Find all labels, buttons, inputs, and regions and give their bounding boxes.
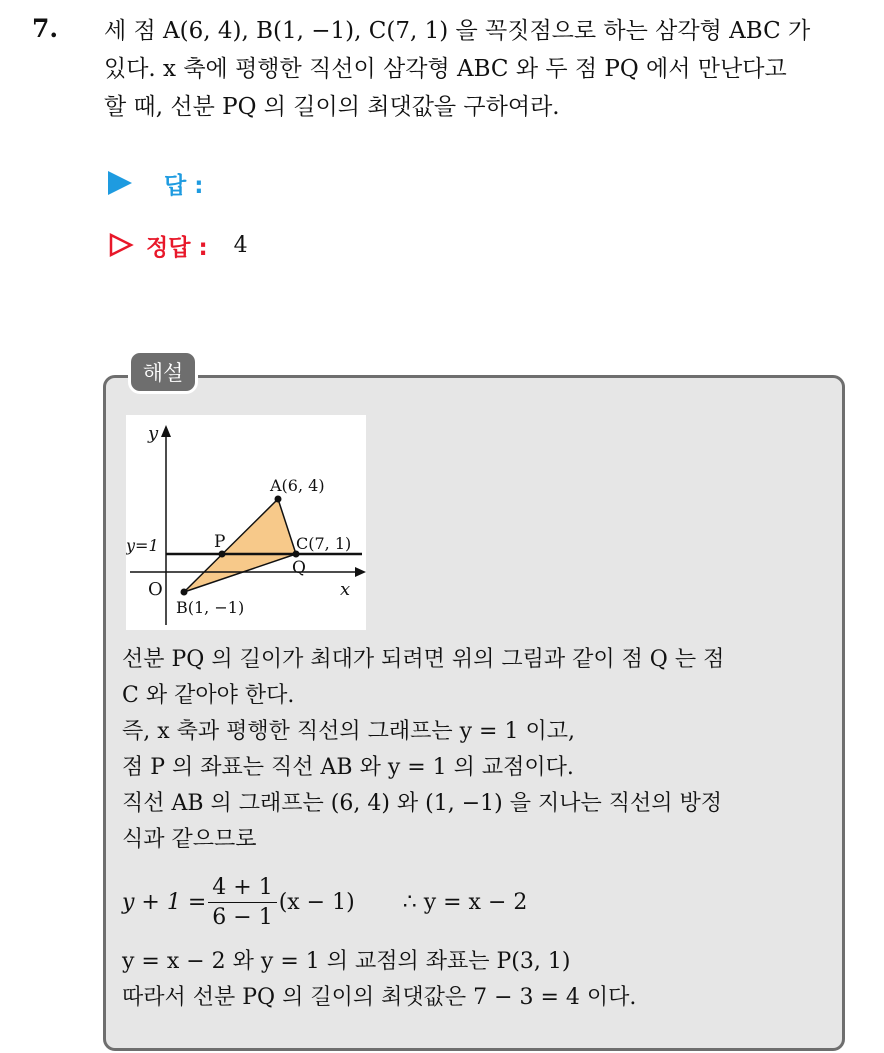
outline-triangle-icon [108, 232, 134, 258]
equation-result: ∴ y = x − 2 [402, 889, 528, 915]
x-axis-arrow [355, 567, 366, 577]
slope-equation [122, 866, 527, 938]
problem-line: 있다. x 축에 평행한 직선이 삼각형 ABC 와 두 점 PQ 에서 만난다고 [104, 56, 787, 82]
solution-line: 직선 AB 의 그래프는 (6, 4) 와 (1, −1) 을 지나는 직선의 방정 [122, 791, 722, 816]
triangle-abc-fill [184, 499, 296, 592]
solution-text [122, 642, 834, 858]
point-a [275, 496, 282, 503]
explanation-tab: 해설 [128, 350, 198, 394]
y-axis-arrow [161, 425, 171, 437]
solution-line: y = x − 2 와 y = 1 의 교점의 좌표는 P(3, 1) [122, 949, 571, 974]
coordinate-plot [126, 415, 366, 630]
solution-line: 점 P 의 좌표는 직선 AB 와 y = 1 의 교점이다. [122, 755, 574, 780]
point-b-label: B(1, −1) [176, 598, 245, 617]
solution-conclusion [122, 944, 834, 1016]
triangle-figure [126, 415, 366, 630]
play-triangle-icon [108, 171, 132, 195]
problem-line: 할 때, 선분 PQ 의 길이의 최댓값을 구하여라. [104, 94, 560, 120]
fraction-numerator: 4 + 1 [212, 874, 273, 900]
equation-lhs: y + 1 = [122, 889, 207, 915]
answer-label: 답 : [164, 172, 204, 199]
point-b [181, 589, 188, 596]
fraction-denominator: 6 − 1 [208, 902, 276, 930]
correct-answer-label: 정답 : [146, 234, 208, 261]
solution-line: 식과 같으므로 [122, 827, 257, 852]
correct-answer-row [108, 228, 248, 262]
solution-line: 즉, x 축과 평행한 직선의 그래프는 y = 1 이고, [122, 719, 575, 744]
solution-line: 따라서 선분 PQ 의 길이의 최댓값은 7 − 3 = 4 이다. [122, 985, 637, 1010]
solution-line: 선분 PQ 의 길이가 최대가 되려면 위의 그림과 같이 점 Q 는 점 [122, 647, 725, 672]
point-p-label: P [214, 532, 226, 552]
point-a-label: A(6, 4) [270, 476, 325, 495]
origin-label: O [148, 579, 163, 600]
problem-statement [104, 12, 874, 126]
slope-fraction [208, 875, 276, 930]
point-q-label: Q [292, 558, 306, 578]
equation-rhs: (x − 1) [278, 889, 355, 915]
y-axis-label: y [148, 423, 159, 444]
problem-line: 세 점 A(6, 4), B(1, −1), C(7, 1) 을 꼭짓점으로 하는 삼각형 ABC 가 [104, 18, 811, 44]
x-axis-label: x [340, 579, 351, 600]
line-label: y=1 [126, 536, 159, 555]
solution-line: C 와 같아야 한다. [122, 683, 295, 708]
point-c-label: C(7, 1) [296, 534, 352, 553]
answer-row[interactable] [108, 166, 203, 200]
correct-answer-value: 4 [233, 232, 248, 258]
problem-number: 7. [32, 14, 59, 43]
